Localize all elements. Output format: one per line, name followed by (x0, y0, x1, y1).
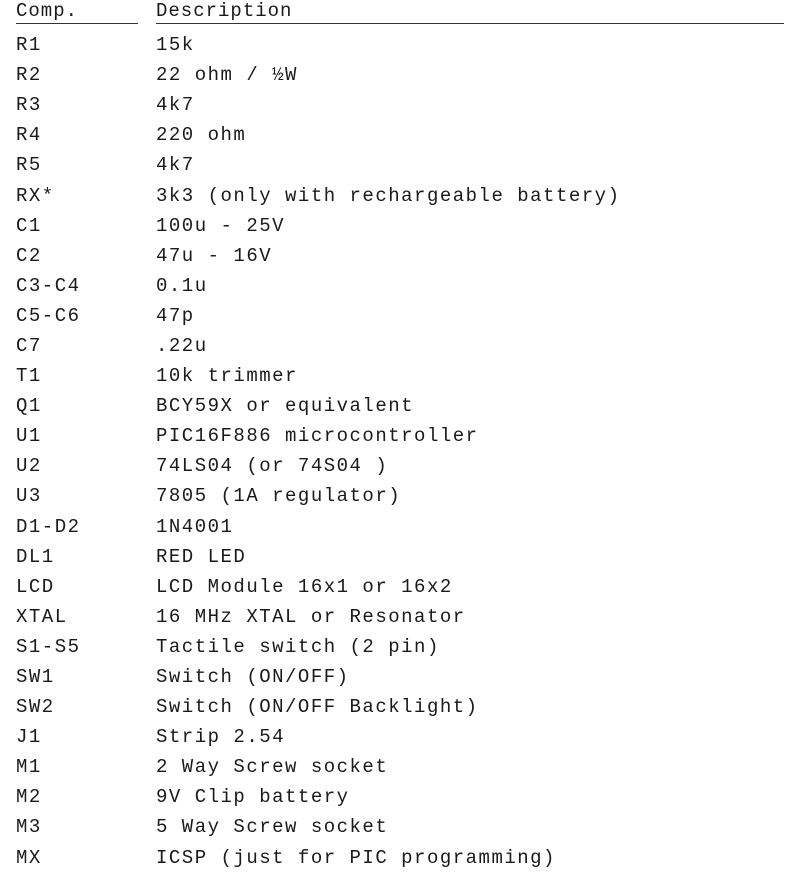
table-row (16, 722, 784, 752)
component-ref: Q1 (16, 395, 42, 418)
table-row (16, 542, 784, 572)
component-ref: R5 (16, 154, 42, 177)
component-ref: M3 (16, 816, 42, 839)
component-ref: C3-C4 (16, 274, 81, 297)
component-ref: R2 (16, 64, 42, 87)
table-row (16, 752, 784, 782)
table-row (16, 120, 784, 150)
component-ref: XTAL (16, 605, 68, 628)
table-row (16, 421, 784, 451)
table-row (16, 812, 784, 842)
component-description: Strip 2.54 (156, 726, 286, 749)
table-row (16, 30, 784, 60)
component-ref: LCD (16, 575, 55, 598)
component-description: 10k trimmer (156, 365, 298, 388)
component-description: 1N4001 (156, 515, 234, 538)
component-ref: T1 (16, 365, 42, 388)
component-description: Switch (ON/OFF) (156, 666, 350, 689)
component-description: RED LED (156, 545, 247, 568)
table-row (16, 361, 784, 391)
component-description: PIC16F886 microcontroller (156, 425, 479, 448)
component-ref: C5-C6 (16, 304, 81, 327)
component-ref: SW1 (16, 666, 55, 689)
table-row (16, 301, 784, 331)
component-ref: M2 (16, 786, 42, 809)
table-row (16, 211, 784, 241)
component-ref: D1-D2 (16, 515, 81, 538)
column-header-comp: Comp. (16, 0, 138, 24)
table-row (16, 632, 784, 662)
table-row (16, 451, 784, 481)
component-ref: RX* (16, 184, 55, 207)
component-description: Tactile switch (2 pin) (156, 635, 440, 658)
table-row (16, 60, 784, 90)
component-description: 15k (156, 34, 195, 57)
component-ref: M1 (16, 756, 42, 779)
table-row (16, 692, 784, 722)
table-header (16, 0, 784, 24)
bill-of-materials-table (16, 0, 784, 873)
table-row (16, 512, 784, 542)
component-description: BCY59X or equivalent (156, 395, 415, 418)
table-row (16, 602, 784, 632)
component-description: 5 Way Screw socket (156, 816, 389, 839)
component-description: .22u (156, 334, 208, 357)
component-description: 16 MHz XTAL or Resonator (156, 605, 466, 628)
component-ref: C2 (16, 244, 42, 267)
component-ref: U1 (16, 425, 42, 448)
component-description: 100u - 25V (156, 214, 286, 237)
table-row (16, 150, 784, 180)
component-description: LCD Module 16x1 or 16x2 (156, 575, 453, 598)
component-description: ICSP (just for PIC programming) (156, 846, 556, 869)
component-description: Switch (ON/OFF Backlight) (156, 696, 479, 719)
component-description: 47p (156, 304, 195, 327)
component-ref: SW2 (16, 696, 55, 719)
component-description: 4k7 (156, 94, 195, 117)
component-description: 7805 (1A regulator) (156, 485, 402, 508)
table-row (16, 572, 784, 602)
component-ref: U2 (16, 455, 42, 478)
component-description: 220 ohm (156, 124, 247, 147)
component-ref: MX (16, 846, 42, 869)
table-row (16, 782, 784, 812)
component-ref: S1-S5 (16, 635, 81, 658)
table-row (16, 180, 784, 210)
component-ref: R4 (16, 124, 42, 147)
component-description: 0.1u (156, 274, 208, 297)
component-description: 2 Way Screw socket (156, 756, 389, 779)
table-body (16, 30, 784, 873)
component-ref: J1 (16, 726, 42, 749)
component-ref: DL1 (16, 545, 55, 568)
component-description: 3k3 (only with rechargeable battery) (156, 184, 621, 207)
component-ref: C7 (16, 334, 42, 357)
table-row (16, 90, 784, 120)
component-ref: R3 (16, 94, 42, 117)
column-header-description: Description (156, 0, 784, 24)
component-description: 22 ohm / ½W (156, 64, 298, 87)
component-description: 47u - 16V (156, 244, 273, 267)
component-description: 9V Clip battery (156, 786, 350, 809)
component-ref: C1 (16, 214, 42, 237)
component-ref: U3 (16, 485, 42, 508)
table-row (16, 331, 784, 361)
table-row (16, 391, 784, 421)
table-row (16, 662, 784, 692)
table-row (16, 241, 784, 271)
table-row (16, 271, 784, 301)
table-row (16, 481, 784, 511)
table-row (16, 843, 784, 873)
component-description: 4k7 (156, 154, 195, 177)
component-ref: R1 (16, 34, 42, 57)
component-description: 74LS04 (or 74S04 ) (156, 455, 389, 478)
